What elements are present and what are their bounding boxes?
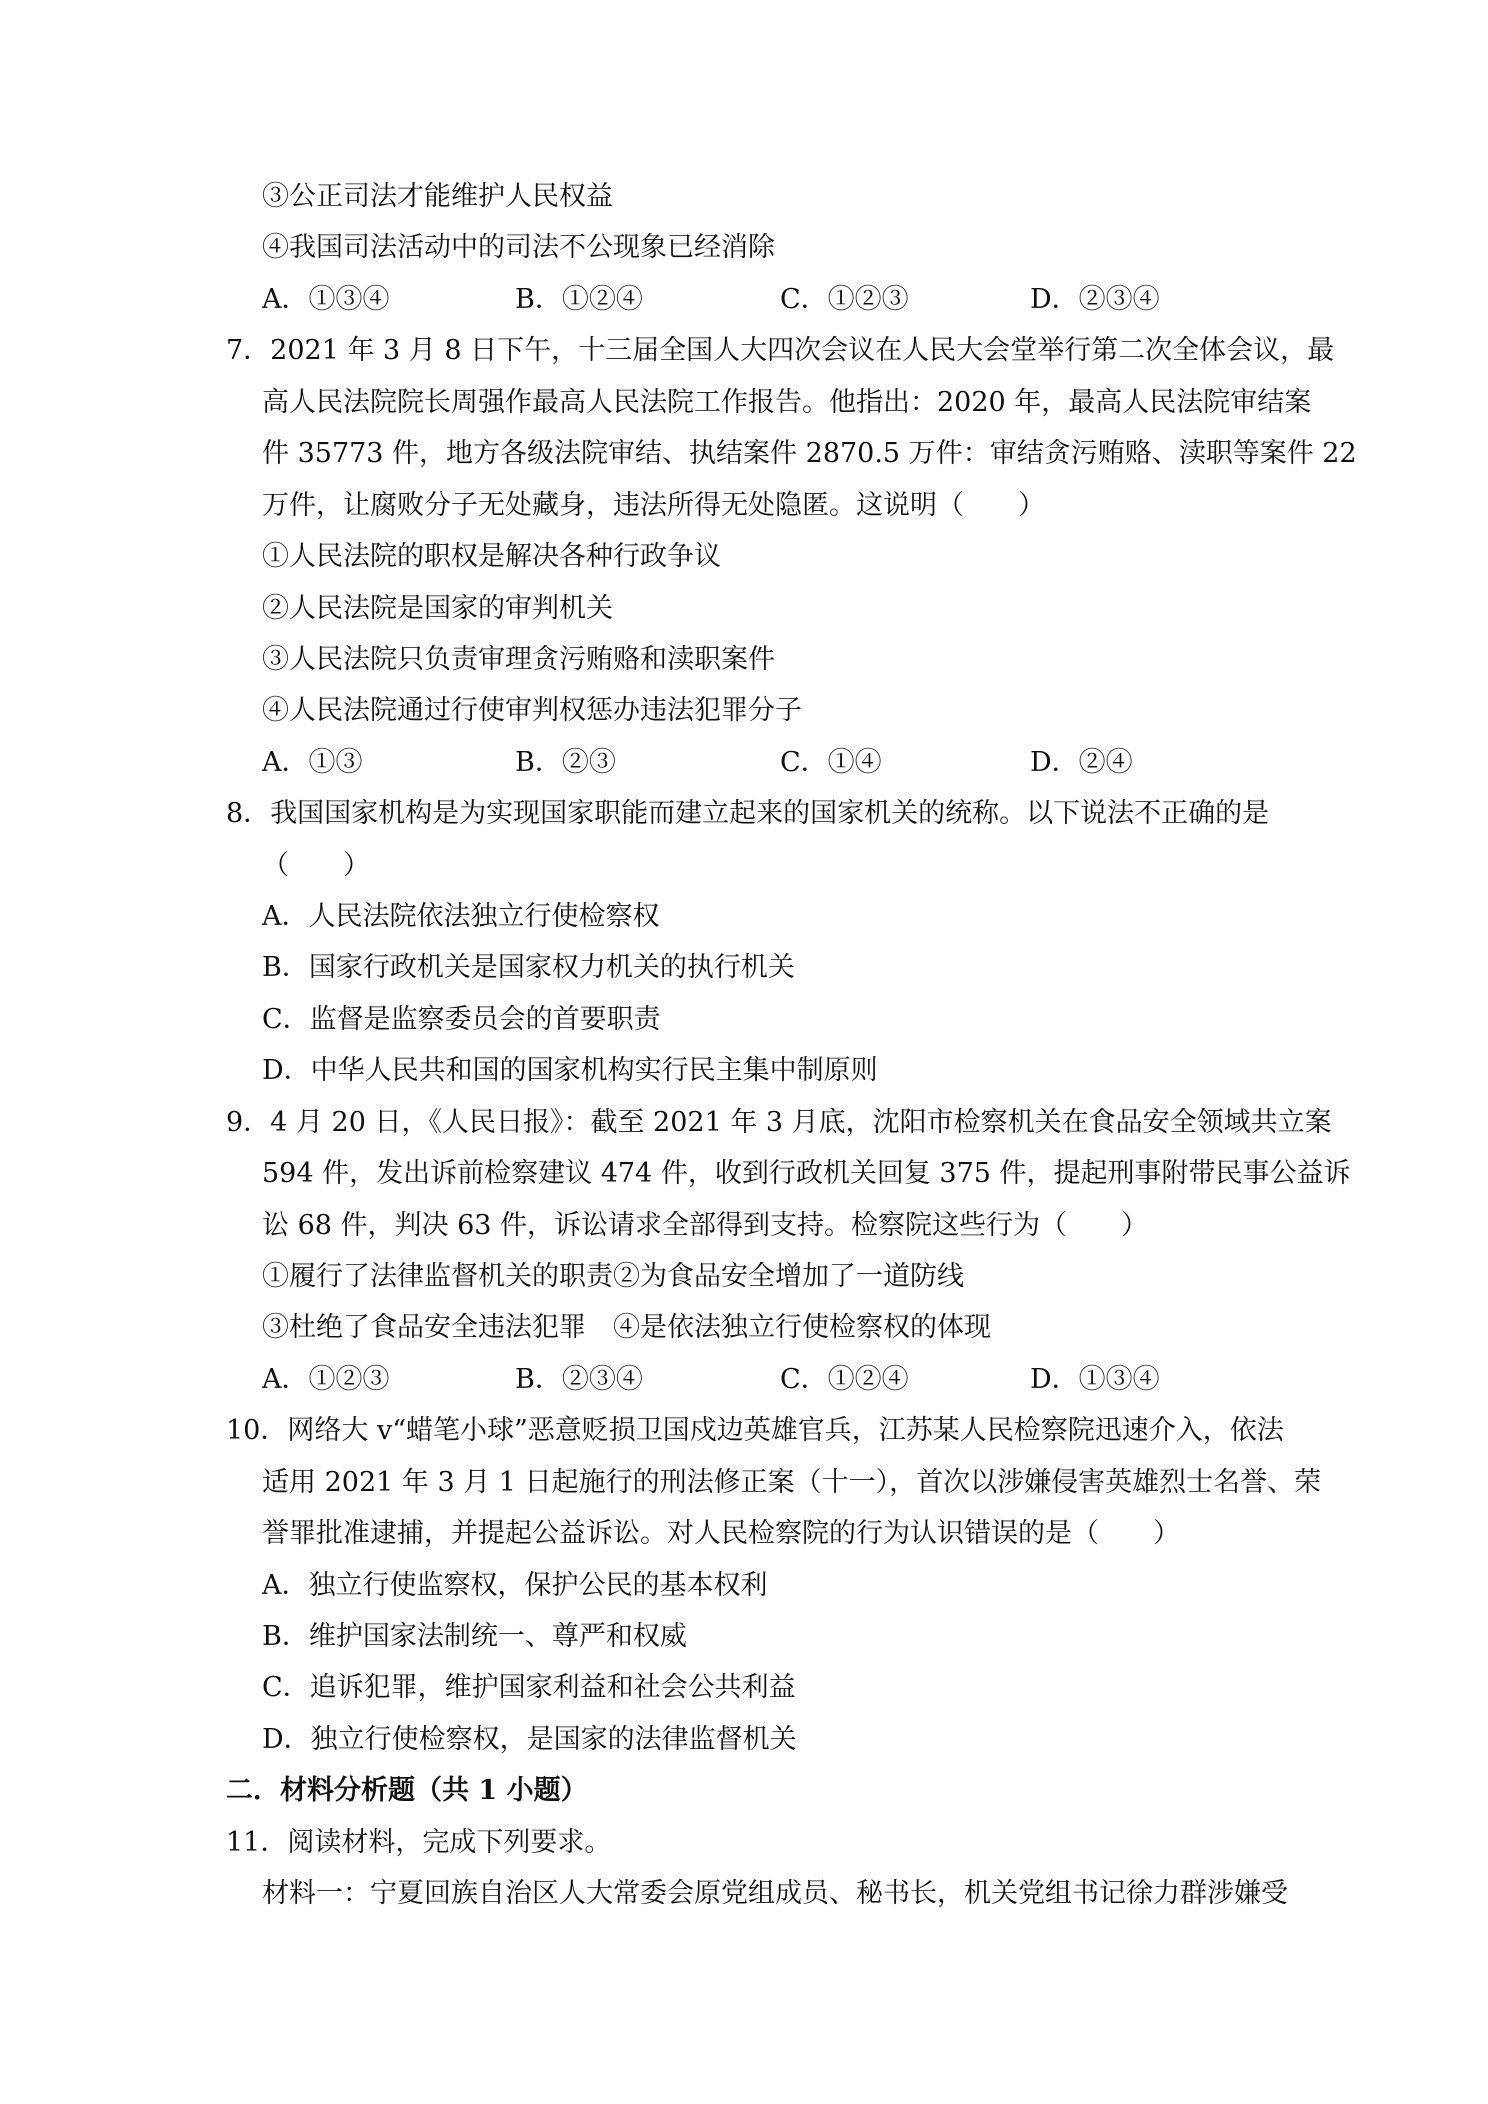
q6-option-c: C．①②③	[780, 284, 909, 315]
q7-option-b: B．②③	[515, 747, 616, 778]
q6-statement-4: ④我国司法活动中的司法不公现象已经消除	[262, 232, 775, 263]
q9-option-a: A．①②③	[262, 1364, 390, 1395]
q7-option-d: D．②④	[1030, 747, 1133, 778]
q8-option-a: A．人民法院依法独立行使检察权	[262, 901, 660, 932]
q9-statements-1-2: ①履行了法律监督机关的职责②为食品安全增加了一道防线	[262, 1261, 964, 1292]
q10-option-d: D．独立行使检察权，是国家的法律监督机关	[262, 1724, 797, 1755]
q7-statement-2: ②人民法院是国家的审判机关	[262, 593, 613, 624]
q7-statement-3: ③人民法院只负责审理贪污贿赂和渎职案件	[262, 644, 775, 675]
q11-stem-line-1: 11．阅读材料，完成下列要求。	[226, 1827, 612, 1858]
q7-stem-line-2: 高人民法院院长周强作最高人民法院工作报告。他指出：2020 年，最高人民法院审结案	[262, 387, 1312, 418]
q9-stem-line-3: 讼 68 件，判决 63 件，诉讼请求全部得到支持。检察院这些行为（ ）	[262, 1210, 1149, 1241]
q6-option-b: B．①②④	[515, 284, 643, 315]
q9-stem-line-2: 594 件，发出诉前检察建议 474 件，收到行政机关回复 375 件，提起刑事附带民事公益诉	[262, 1158, 1351, 1189]
q6-option-d: D．②③④	[1030, 284, 1160, 315]
q7-statement-1: ①人民法院的职权是解决各种行政争议	[262, 541, 721, 572]
q10-stem-line-3: 誉罪批准逮捕，并提起公益诉讼。对人民检察院的行为认识错误的是（ ）	[262, 1518, 1180, 1549]
q10-option-c: C．追诉犯罪，维护国家利益和社会公共利益	[262, 1672, 796, 1703]
q7-stem-line-1: 7．2021 年 3 月 8 日下午，十三届全国人大四次会议在人民大会堂举行第二次全体会议，最	[226, 335, 1335, 366]
q9-option-d: D．①③④	[1030, 1364, 1160, 1395]
q8-option-b: B．国家行政机关是国家权力机关的执行机关	[262, 952, 795, 983]
q7-option-a: A．①③	[262, 747, 363, 778]
q10-option-b: B．维护国家法制统一、尊严和权威	[262, 1621, 687, 1652]
q8-option-c: C．监督是监察委员会的首要职责	[262, 1004, 661, 1035]
q7-stem-line-4: 万件，让腐败分子无处藏身，违法所得无处隐匿。这说明（ ）	[262, 490, 1045, 521]
q11-material-line-1: 材料一：宁夏回族自治区人大常委会原党组成员、秘书长，机关党组书记徐力群涉嫌受	[262, 1878, 1288, 1909]
q9-option-c: C．①②④	[780, 1364, 909, 1395]
q7-statement-4: ④人民法院通过行使审判权惩办违法犯罪分子	[262, 695, 802, 726]
q8-stem-line-1: 8．我国国家机构是为实现国家职能而建立起来的国家机关的统称。以下说法不正确的是	[226, 798, 1270, 829]
q10-stem-line-2: 适用 2021 年 3 月 1 日起施行的刑法修正案（十一），首次以涉嫌侵害英雄烈士名誉、荣	[262, 1467, 1322, 1498]
q9-stem-line-1: 9．4 月 20 日，《人民日报》：截至 2021 年 3 月底，沈阳市检察机关在食品安全领域共立案	[226, 1107, 1332, 1138]
q6-statement-3: ③公正司法才能维护人民权益	[262, 181, 613, 212]
q9-option-b: B．②③④	[515, 1364, 643, 1395]
q8-stem-line-2: （ ）	[262, 850, 370, 881]
q10-option-a: A．独立行使监察权，保护公民的基本权利	[262, 1570, 768, 1601]
q9-statements-3-4: ③杜绝了食品安全违法犯罪 ④是依法独立行使检察权的体现	[262, 1312, 991, 1343]
q10-stem-line-1: 10．网络大 v“蜡笔小球”恶意贬损卫国戍边英雄官兵，江苏某人民检察院迅速介入，依法	[226, 1415, 1284, 1446]
section-2-heading: 二．材料分析题（共 1 小题）	[226, 1775, 588, 1806]
q8-option-d: D．中华人民共和国的国家机构实行民主集中制原则	[262, 1055, 878, 1086]
q6-option-a: A．①③④	[262, 284, 390, 315]
q7-stem-line-3: 件 35773 件，地方各级法院审结、执结案件 2870.5 万件：审结贪污贿赂、渎职等案件 22	[262, 438, 1357, 469]
q7-option-c: C．①④	[780, 747, 882, 778]
